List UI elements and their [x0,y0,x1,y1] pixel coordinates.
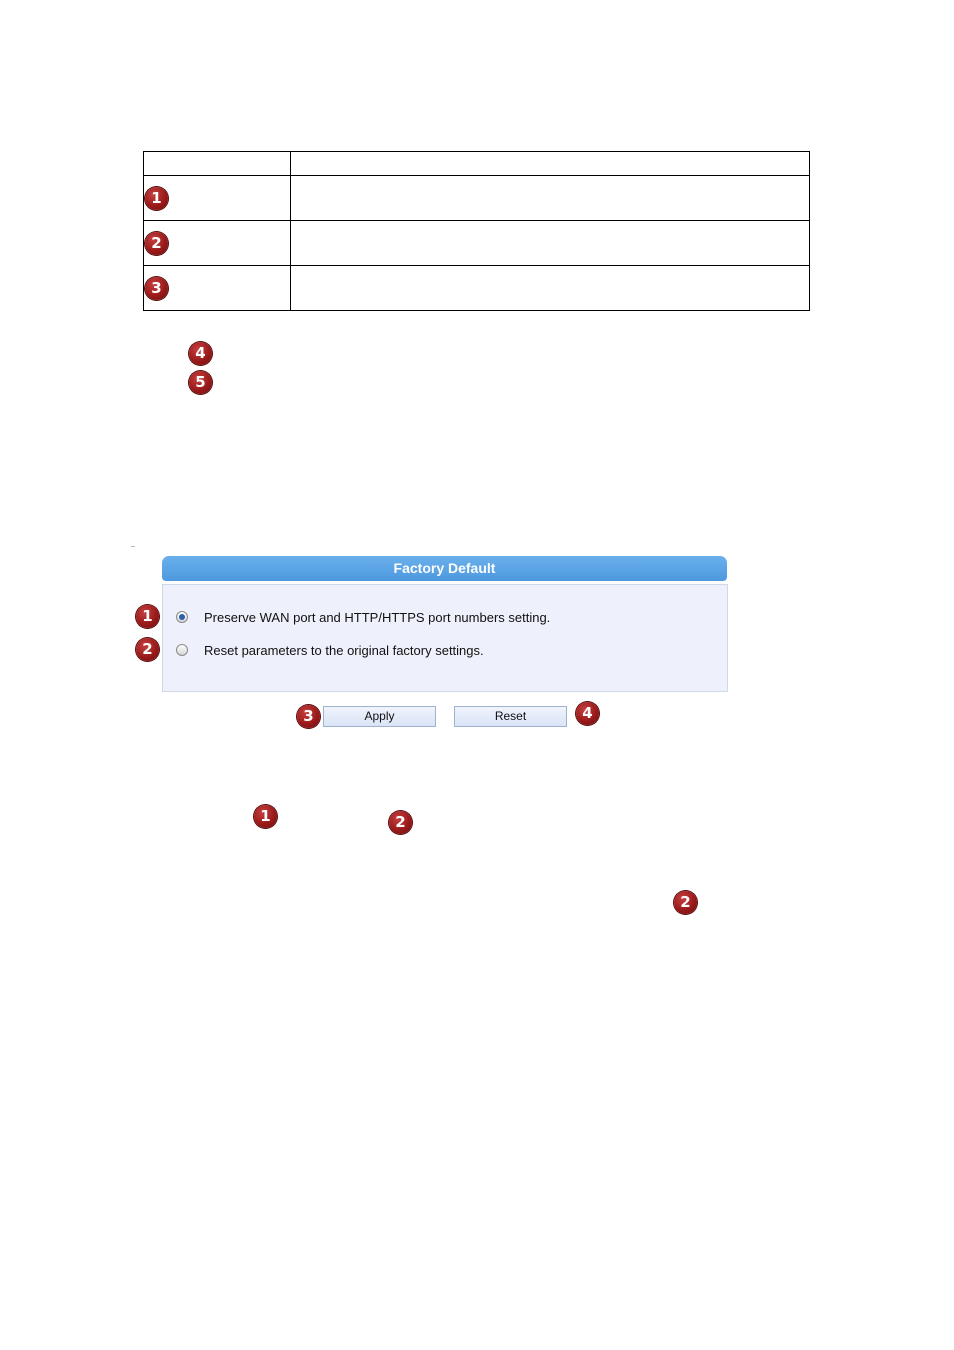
callout-badge-5: 5 [189,371,212,394]
reset-button[interactable]: Reset [454,706,567,727]
callout-badge-1: 1 [145,187,168,210]
table-header-cell [144,152,291,176]
callout-badge-1: 1 [254,805,277,828]
table-cell [291,176,810,221]
callout-badge-1: 1 [136,605,159,628]
callout-badge-3: 3 [145,277,168,300]
callout-badge-2: 2 [145,232,168,255]
preserve-ports-label: Preserve WAN port and HTTP/HTTPS port numbers setting. [204,609,551,625]
callout-badge-2: 2 [389,811,412,834]
reference-table [143,151,810,311]
callout-badge-4: 4 [576,702,599,725]
reset-factory-radio[interactable] [176,644,188,656]
callout-badge-4: 4 [189,342,212,365]
table-cell [291,221,810,266]
callout-badge-2: 2 [674,891,697,914]
table-row [144,221,810,266]
preserve-ports-radio[interactable] [176,611,188,623]
table-header-cell [291,152,810,176]
stray-mark [131,546,135,547]
factory-default-panel [162,584,728,692]
callout-badge-3: 3 [297,705,320,728]
table-row [144,176,810,221]
table-header-row [144,152,810,176]
option-preserve-ports[interactable] [176,608,550,626]
apply-button[interactable]: Apply [323,706,436,727]
table-row [144,266,810,311]
reset-factory-label: Reset parameters to the original factory settings. [204,642,484,658]
factory-default-title: Factory Default [162,556,727,581]
table-cell [291,266,810,311]
callout-badge-2: 2 [136,638,159,661]
option-reset-factory[interactable] [176,641,484,659]
